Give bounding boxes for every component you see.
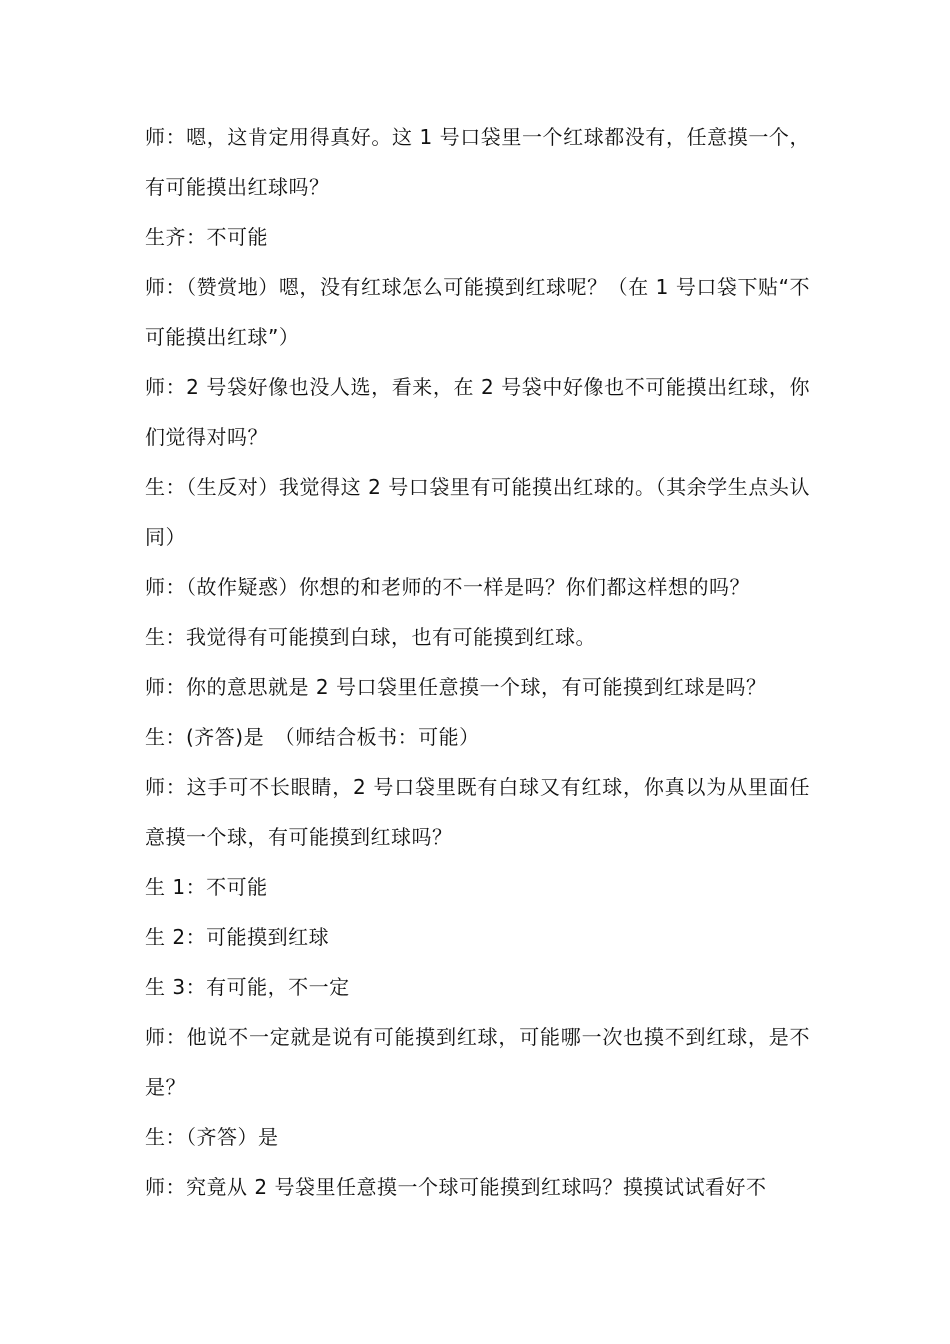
- paragraph-16: 师：究竟从 2 号袋里任意摸一个球可能摸到红球吗？摸摸试试看好不: [145, 1175, 767, 1199]
- paragraph-13: 生 3：有可能，不一定: [145, 975, 350, 999]
- paragraph-14: 师：他说不一定就是说有可能摸到红球，可能哪一次也摸不到红球，是不是？: [145, 1025, 810, 1099]
- document-page: [145, 112, 810, 1212]
- paragraph-1: 师：嗯，这肯定用得真好。这 1 号口袋里一个红球都没有，任意摸一个，有可能摸出红球吗？: [145, 125, 810, 199]
- paragraph-11: 生 1：不可能: [145, 875, 268, 899]
- paragraph-15: 生：（齐答）是: [145, 1125, 279, 1149]
- paragraph-7: 生：我觉得有可能摸到白球，也有可能摸到红球。: [145, 625, 596, 649]
- paragraph-12: 生 2：可能摸到红球: [145, 925, 330, 949]
- paragraph-9: 生：(齐答)是 （师结合板书：可能）: [145, 725, 480, 749]
- paragraph-6: 师：（故作疑惑）你想的和老师的不一样是吗？你们都这样想的吗？: [145, 575, 750, 599]
- paragraph-10: 师：这手可不长眼睛，2 号口袋里既有白球又有红球，你真以为从里面任意摸一个球，有可能摸到红球吗？: [145, 775, 810, 849]
- paragraph-2: 生齐：不可能: [145, 225, 268, 249]
- paragraph-5: 生：（生反对）我觉得这 2 号口袋里有可能摸出红球的。（其余学生点头认同）: [145, 475, 810, 549]
- paragraph-8: 师：你的意思就是 2 号口袋里任意摸一个球，有可能摸到红球是吗？: [145, 675, 767, 699]
- paragraph-4: 师：2 号袋好像也没人选，看来，在 2 号袋中好像也不可能摸出红球，你们觉得对吗？: [145, 375, 810, 449]
- paragraph-3: 师：（赞赏地）嗯，没有红球怎么可能摸到红球呢？（在 1 号口袋下贴“不可能摸出红球”）: [145, 275, 810, 349]
